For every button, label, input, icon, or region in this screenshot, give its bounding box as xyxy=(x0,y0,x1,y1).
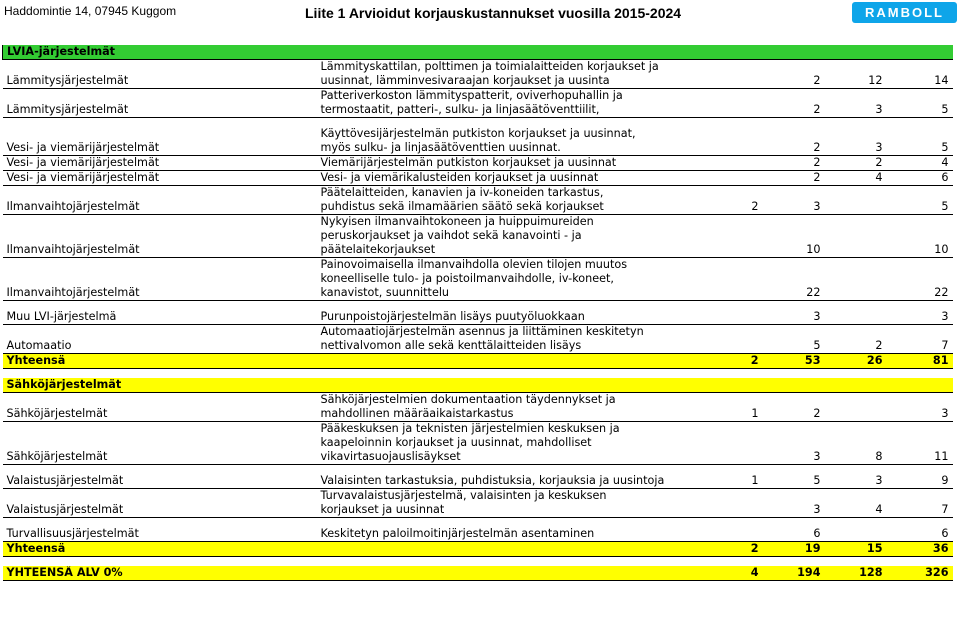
value-c2: 6 xyxy=(763,527,825,542)
grand-total-row xyxy=(3,566,953,581)
value-c2: 2 xyxy=(763,60,825,89)
description-line: Keskitetyn paloilmoitinjärjestelmän asentaminen xyxy=(320,527,595,540)
value-c2: 2 xyxy=(763,156,825,171)
table-row xyxy=(3,156,953,171)
company-logo: RAMBOLL xyxy=(852,2,957,23)
page-title: Liite 1 Arvioidut korjauskustannukset vuosilla 2015-2024 xyxy=(305,5,682,21)
description-line: peruskorjaukset ja vaihdot sekä kanavointi - ja xyxy=(320,229,582,242)
category-cell: Lämmitysjärjestelmät xyxy=(3,89,318,118)
category-cell: Vesi- ja viemärijärjestelmät xyxy=(3,156,318,171)
description-line: Painovoimaisella ilmanvaihdolla olevien tilojen muutos xyxy=(320,258,628,271)
value-c3: 3 xyxy=(825,127,887,156)
total-c2: 19 xyxy=(763,542,825,557)
total-c3: 26 xyxy=(825,354,887,369)
description-line: kaapeloinnin korjaukset ja uusinnat, mahdolliset xyxy=(320,436,592,449)
value-c3 xyxy=(825,527,887,542)
value-c1 xyxy=(713,127,763,156)
value-c2: 2 xyxy=(763,393,825,422)
description-cell xyxy=(318,393,713,422)
value-c4: 14 xyxy=(887,60,953,89)
category-cell: Sähköjärjestelmät xyxy=(3,422,318,465)
category-cell: Vesi- ja viemärijärjestelmät xyxy=(3,127,318,156)
description-line: myös sulku- ja linjasäätöventtien uusinnat. xyxy=(320,141,561,154)
value-c4: 5 xyxy=(887,89,953,118)
value-c3 xyxy=(825,258,887,301)
value-c2: 5 xyxy=(763,325,825,354)
grand-total-c1: 4 xyxy=(713,566,763,581)
value-c1 xyxy=(713,156,763,171)
description-line: uusinnat, lämminvesivaraajan korjaukset ja uusinta xyxy=(320,74,610,87)
category-cell: Muu LVI-järjestelmä xyxy=(3,310,318,325)
value-c4: 10 xyxy=(887,215,953,258)
description-cell xyxy=(318,60,713,89)
total-label: Yhteensä xyxy=(3,542,713,557)
value-c4: 5 xyxy=(887,186,953,215)
description-cell xyxy=(318,422,713,465)
description-cell xyxy=(318,171,713,186)
description-line: koneelliselle tulo- ja poistoilmanvaihdolle, iv-koneet, xyxy=(320,272,614,285)
table-row xyxy=(3,186,953,215)
description-line: Valaisinten tarkastuksia, puhdistuksia, korjauksia ja uusintoja xyxy=(320,474,665,487)
value-c4: 7 xyxy=(887,489,953,518)
value-c4: 5 xyxy=(887,127,953,156)
category-cell: Vesi- ja viemärijärjestelmät xyxy=(3,171,318,186)
cost-table xyxy=(2,45,953,581)
category-cell: Valaistusjärjestelmät xyxy=(3,474,318,489)
table-row xyxy=(3,489,953,518)
description-line: Turvavalaistusjärjestelmä, valaisinten ja keskuksen xyxy=(320,489,607,502)
value-c2: 3 xyxy=(763,186,825,215)
value-c3: 3 xyxy=(825,89,887,118)
value-c3: 8 xyxy=(825,422,887,465)
grand-total-c4: 326 xyxy=(887,566,953,581)
description-line: Lämmityskattilan, polttimen ja toimialaitteiden korjaukset ja xyxy=(320,60,659,73)
description-cell xyxy=(318,310,713,325)
description-line: termostaatit, patteri-, sulku- ja linjasäätöventtiilit, xyxy=(320,103,600,116)
description-cell xyxy=(318,258,713,301)
value-c3: 3 xyxy=(825,474,887,489)
category-cell: Sähköjärjestelmät xyxy=(3,393,318,422)
total-label: Yhteensä xyxy=(3,354,713,369)
description-line: korjaukset ja uusinnat xyxy=(320,503,445,516)
value-c2: 2 xyxy=(763,127,825,156)
table-row xyxy=(3,325,953,354)
table-row xyxy=(3,60,953,89)
section-title: LVIA-järjestelmät xyxy=(3,45,953,60)
value-c1 xyxy=(713,527,763,542)
description-line: Nykyisen ilmanvaihtokoneen ja huippuimureiden xyxy=(320,215,594,228)
value-c1 xyxy=(713,489,763,518)
value-c1 xyxy=(713,89,763,118)
category-cell: Lämmitysjärjestelmät xyxy=(3,60,318,89)
section-title: Sähköjärjestelmät xyxy=(3,378,953,393)
value-c2: 22 xyxy=(763,258,825,301)
description-line: Automaatiojärjestelmän asennus ja liittäminen keskitetyn xyxy=(320,325,644,338)
description-cell xyxy=(318,127,713,156)
category-cell: Ilmanvaihtojärjestelmät xyxy=(3,258,318,301)
value-c1 xyxy=(713,215,763,258)
description-line: vikavirtasuojauslisäykset xyxy=(320,450,461,463)
grand-total-c2: 194 xyxy=(763,566,825,581)
value-c4: 6 xyxy=(887,527,953,542)
value-c2: 3 xyxy=(763,422,825,465)
description-cell xyxy=(318,474,713,489)
value-c1 xyxy=(713,325,763,354)
description-cell xyxy=(318,186,713,215)
value-c1 xyxy=(713,60,763,89)
section-header xyxy=(3,378,953,393)
description-line: päätelaitekorjaukset xyxy=(320,243,436,256)
table-row xyxy=(3,393,953,422)
description-line: puhdistus sekä ilmamäärien säätö sekä korjaukset xyxy=(320,200,604,213)
value-c3 xyxy=(825,186,887,215)
value-c4: 11 xyxy=(887,422,953,465)
total-row xyxy=(3,354,953,369)
value-c4: 6 xyxy=(887,171,953,186)
value-c2: 2 xyxy=(763,171,825,186)
description-line: Sähköjärjestelmien dokumentaation täydennykset ja xyxy=(320,393,616,406)
total-c1: 2 xyxy=(713,542,763,557)
description-cell xyxy=(318,156,713,171)
value-c4: 22 xyxy=(887,258,953,301)
description-line: Viemärijärjestelmän putkiston korjaukset ja uusinnat xyxy=(320,156,617,169)
value-c3: 4 xyxy=(825,171,887,186)
value-c1 xyxy=(713,310,763,325)
value-c1 xyxy=(713,422,763,465)
description-line: Patteriverkoston lämmityspatterit, oviverhopuhallin ja xyxy=(320,89,623,102)
category-cell: Ilmanvaihtojärjestelmät xyxy=(3,215,318,258)
table-row xyxy=(3,422,953,465)
value-c1 xyxy=(713,258,763,301)
table-row xyxy=(3,474,953,489)
value-c2: 5 xyxy=(763,474,825,489)
table-row xyxy=(3,527,953,542)
value-c4: 7 xyxy=(887,325,953,354)
table-row xyxy=(3,310,953,325)
description-line: Purunpoistojärjestelmän lisäys puutyöluokkaan xyxy=(320,310,585,323)
value-c3: 4 xyxy=(825,489,887,518)
value-c2: 10 xyxy=(763,215,825,258)
total-c2: 53 xyxy=(763,354,825,369)
address-text: Haddomintie 14, 07945 Kuggom xyxy=(4,4,177,18)
value-c3: 12 xyxy=(825,60,887,89)
description-line: Käyttövesijärjestelmän putkiston korjaukset ja uusinnat, xyxy=(320,127,636,140)
value-c3 xyxy=(825,215,887,258)
description-line: Vesi- ja viemärikalusteiden korjaukset ja uusinnat xyxy=(320,171,599,184)
value-c4: 9 xyxy=(887,474,953,489)
total-row xyxy=(3,542,953,557)
value-c3 xyxy=(825,310,887,325)
value-c2: 2 xyxy=(763,89,825,118)
value-c4: 4 xyxy=(887,156,953,171)
value-c1: 1 xyxy=(713,474,763,489)
table-row xyxy=(3,171,953,186)
description-cell xyxy=(318,215,713,258)
description-line: kanavistot, suunnittelu xyxy=(320,286,450,299)
description-cell xyxy=(318,489,713,518)
table-row xyxy=(3,127,953,156)
table-row xyxy=(3,258,953,301)
grand-total-c3: 128 xyxy=(825,566,887,581)
value-c2: 3 xyxy=(763,310,825,325)
description-cell xyxy=(318,89,713,118)
value-c1: 1 xyxy=(713,393,763,422)
total-c1: 2 xyxy=(713,354,763,369)
value-c3: 2 xyxy=(825,325,887,354)
category-cell: Ilmanvaihtojärjestelmät xyxy=(3,186,318,215)
table-row xyxy=(3,215,953,258)
total-c3: 15 xyxy=(825,542,887,557)
table-row xyxy=(3,89,953,118)
value-c1 xyxy=(713,171,763,186)
description-line: Päätelaitteiden, kanavien ja iv-koneiden tarkastus, xyxy=(320,186,604,199)
value-c4: 3 xyxy=(887,393,953,422)
value-c3 xyxy=(825,393,887,422)
category-cell: Valaistusjärjestelmät xyxy=(3,489,318,518)
value-c2: 3 xyxy=(763,489,825,518)
description-cell xyxy=(318,325,713,354)
total-c4: 81 xyxy=(887,354,953,369)
description-line: nettivalvomon alle sekä kenttälaitteiden lisäys xyxy=(320,339,582,352)
description-line: mahdollinen määräaikaistarkastus xyxy=(320,407,514,420)
description-cell xyxy=(318,527,713,542)
category-cell: Automaatio xyxy=(3,325,318,354)
value-c1: 2 xyxy=(713,186,763,215)
section-header xyxy=(3,45,953,60)
total-c4: 36 xyxy=(887,542,953,557)
value-c3: 2 xyxy=(825,156,887,171)
grand-total-label: YHTEENSÄ ALV 0% xyxy=(3,566,713,581)
category-cell: Turvallisuusjärjestelmät xyxy=(3,527,318,542)
value-c4: 3 xyxy=(887,310,953,325)
description-line: Pääkeskuksen ja teknisten järjestelmien keskuksen ja xyxy=(320,422,620,435)
